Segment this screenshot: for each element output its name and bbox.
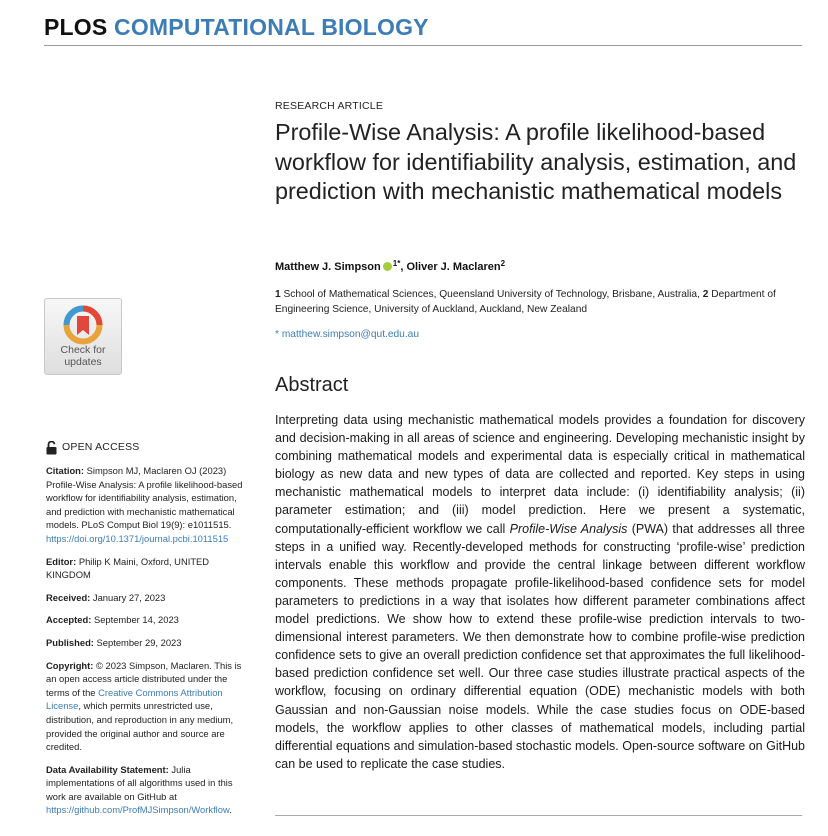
author-superscript: 2 — [500, 259, 506, 268]
github-link[interactable]: https://github.com/ProfMJSimpson/Workflow — [46, 804, 230, 816]
editor-label: Editor: — [46, 555, 77, 567]
badge-line-1: Check for — [60, 344, 106, 356]
affiliation-number: 1 — [275, 289, 281, 300]
corresponding-marker: * — [275, 329, 279, 340]
data-availability-block — [46, 763, 251, 817]
license-link[interactable]: Creative Commons Attribution License — [46, 686, 223, 712]
open-access-label: OPEN ACCESS — [62, 441, 140, 454]
data-availability-text: Julia implementations of all algorithms used in this work are available on GitHub at — [46, 763, 233, 802]
editor-block — [46, 555, 251, 582]
author-superscript: 1* — [392, 259, 401, 268]
publisher-name: PLOS — [44, 14, 108, 40]
accepted-date: September 14, 2023 — [93, 614, 179, 626]
abstract-divider — [275, 815, 802, 816]
author-name[interactable]: Oliver J. Maclaren — [406, 261, 501, 273]
copyright-block — [46, 659, 251, 754]
abstract-method-name: Profile-Wise Analysis — [509, 521, 628, 536]
orcid-icon[interactable] — [383, 262, 392, 271]
affiliation-number: 2 — [702, 289, 709, 300]
affiliations — [275, 287, 805, 317]
article-type: RESEARCH ARTICLE — [275, 100, 384, 112]
open-lock-icon — [46, 441, 57, 455]
accepted-block — [46, 613, 251, 627]
author-list: Matthew J. Simpson $^{1*}$, Oliver J. Maclaren$^2$ — [275, 259, 506, 273]
journal-masthead[interactable] — [44, 14, 429, 41]
crossmark-icon — [63, 305, 103, 345]
published-block — [46, 636, 251, 650]
copyright-text: © 2023 Simpson, Maclaren. This is an open access article distributed under the terms of the — [46, 659, 242, 698]
affiliation-text: Department of Engineering Science, University of Auckland, Auckland, New Zealand — [275, 289, 776, 315]
editor-text: Philip K Maini, Oxford, UNITED KINGDOM — [46, 555, 210, 581]
published-date: September 29, 2023 — [96, 636, 182, 648]
abstract-heading: Abstract — [275, 374, 349, 396]
received-label: Received: — [46, 591, 91, 603]
citation-block — [46, 464, 251, 546]
corresponding-email[interactable] — [275, 329, 419, 340]
data-availability-label: Data Availability Statement: — [46, 763, 169, 775]
copyright-label: Copyright: — [46, 659, 94, 671]
journal-name: COMPUTATIONAL BIOLOGY — [114, 14, 429, 40]
abstract-text-part-1: Interpreting data using mechanistic mathematical models provides a foundation for discovery and decision-making in all areas of science and engineering. Developing mechanistic insight by combining mathematical models and experimental data is especially critical in mathematical biology as new data and new types of data are collected and reported. Key steps in using mechanistic mathematical models to interpret data include: (i) identifiability analysis; (ii) parameter estimation; and (iii) model prediction. Here we present a systematic, computationally-efficient workflow we call — [275, 413, 805, 536]
affiliation-text: School of Mathematical Sciences, Queensland University of Technology, Brisbane, Australia, — [283, 289, 700, 300]
badge-line-2: updates — [64, 355, 102, 368]
received-date: January 27, 2023 — [92, 591, 166, 603]
header-divider — [44, 45, 802, 46]
abstract-text-part-2: (PWA) that addresses all three steps in a unified way. Recently-developed methods for constructing ‘profile-wise’ prediction intervals enable this workflow and provide the central linkage between different workflow components. These methods propagate profile-likelihood-based confidence sets for model parameters to predictions in a way that isolates how different parameter combinations affect model predictions. We show how to extend these profile-wise prediction intervals to two-dimensional interest parameters. We then demonstrate how to combine profile-wise prediction confidence sets to give an overall prediction confidence set that approximates the full likelihood-based prediction confidence set well. Our three case studies illustrate practical aspects of the workflow, focusing on ordinary differential equation (ODE) mechanistic models with both Gaussian and non-Gaussian noise models. While the case studies focus on ODE-based models, the workflow applies to other classes of mathematical models, including partial differential equations and simulation-based stochastic models. Open-source software on GitHub can be used to replicate the case studies. — [275, 521, 805, 771]
citation-doi-link[interactable]: https://doi.org/10.1371/journal.pcbi.1011515 — [46, 532, 229, 544]
received-block — [46, 591, 251, 605]
published-label: Published: — [46, 636, 94, 648]
article-title: Profile-Wise Analysis: A profile likelihood-based workflow for identifiability analysis, estimation, and prediction with mechanistic mathematical models — [275, 119, 797, 204]
copyright-text-end: , which permits unrestricted use, distribution, and reproduction in any medium, provided the original author and source are credited. — [46, 700, 234, 753]
email-link[interactable]: matthew.simpson@qut.edu.au — [281, 329, 420, 340]
accepted-label: Accepted: — [46, 614, 92, 626]
author-name[interactable]: Matthew J. Simpson — [275, 261, 381, 273]
article-info-sidebar — [46, 441, 251, 826]
data-availability-end: . — [229, 804, 232, 816]
check-for-updates-button[interactable] — [44, 298, 122, 375]
citation-label: Citation: — [46, 465, 85, 476]
open-access-line — [46, 441, 251, 455]
citation-text: Simpson MJ, Maclaren OJ (2023) Profile-Wise Analysis: A profile likelihood-based workflow for identifiability analysis, estimation, and prediction with mechanistic mathematical models. PLoS Comput Biol 19(9): e1011515. — [46, 465, 243, 531]
abstract-text — [275, 411, 805, 773]
